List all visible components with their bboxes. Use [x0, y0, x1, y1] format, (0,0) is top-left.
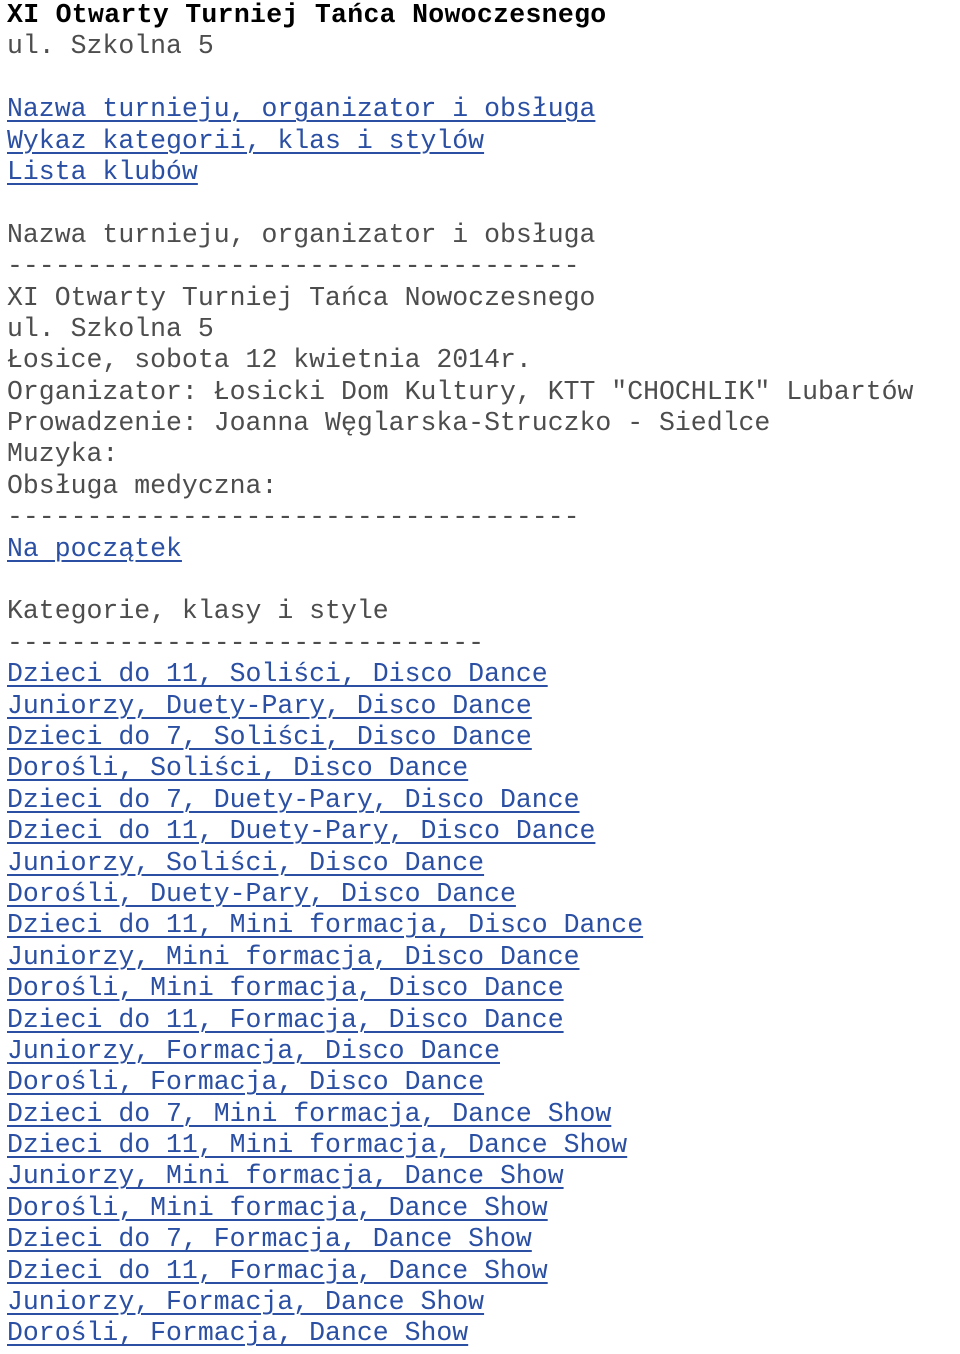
list-item [7, 1067, 957, 1098]
list-item [7, 973, 957, 1004]
toc-link-categories[interactable]: Wykaz kategorii, klas i stylów [7, 125, 485, 156]
spacer [7, 188, 957, 219]
list-item [7, 659, 957, 690]
back-to-top-link[interactable]: Na początek [7, 533, 182, 564]
spacer [7, 565, 957, 596]
list-item [7, 816, 957, 847]
document-page [7, 0, 957, 1350]
category-link[interactable]: Dorośli, Soliści, Disco Dance [7, 753, 469, 784]
tournament-medical: Obsługa medyczna: [7, 470, 278, 501]
list-item [7, 1193, 957, 1224]
list-item [7, 785, 957, 816]
category-link[interactable]: Dorośli, Mini formacja, Dance Show [7, 1192, 548, 1223]
list-item [7, 1005, 957, 1036]
list-item [7, 1256, 957, 1287]
category-link[interactable]: Dzieci do 7, Soliści, Disco Dance [7, 721, 532, 752]
section-heading: Kategorie, klasy i style [7, 596, 389, 627]
page-address: ul. Szkolna 5 [7, 31, 214, 62]
category-link[interactable]: Juniorzy, Mini formacja, Disco Dance [7, 941, 580, 972]
category-link[interactable]: Dorośli, Formacja, Disco Dance [7, 1067, 485, 1098]
category-link[interactable]: Dzieci do 7, Duety-Pary, Disco Dance [7, 784, 580, 815]
category-link[interactable]: Dorośli, Duety-Pary, Disco Dance [7, 878, 516, 909]
list-item [7, 910, 957, 941]
toc-link-clubs[interactable]: Lista klubów [7, 156, 198, 187]
tournament-name: XI Otwarty Turniej Tańca Nowoczesnego [7, 282, 596, 313]
list-item [7, 848, 957, 879]
list-item [7, 1318, 957, 1349]
page-title: XI Otwarty Turniej Tańca Nowoczesnego [7, 0, 607, 30]
category-link[interactable]: Dorośli, Formacja, Dance Show [7, 1318, 469, 1349]
list-item [7, 1287, 957, 1318]
table-of-contents [7, 94, 957, 188]
separator-line: ------------------------------ [7, 627, 485, 658]
category-link[interactable]: Dzieci do 7, Mini formacja, Dance Show [7, 1098, 612, 1129]
tournament-host: Prowadzenie: Joanna Węglarska-Struczko - Siedlce [7, 408, 771, 439]
list-item [7, 753, 957, 784]
category-link[interactable]: Dzieci do 7, Formacja, Dance Show [7, 1224, 532, 1255]
category-link[interactable]: Dzieci do 11, Mini formacja, Disco Dance [7, 910, 644, 941]
category-link[interactable]: Juniorzy, Formacja, Disco Dance [7, 1035, 500, 1066]
list-item [7, 691, 957, 722]
list-item [7, 1130, 957, 1161]
category-link[interactable]: Dzieci do 11, Formacja, Dance Show [7, 1255, 548, 1286]
separator-line: ------------------------------------ [7, 251, 580, 282]
list-item [7, 1224, 957, 1255]
tournament-organizer: Organizator: Łosicki Dom Kultury, KTT "CHOCHLIK" Lubartów [7, 376, 914, 407]
toc-link-tournament-info[interactable]: Nazwa turnieju, organizator i obsługa [7, 94, 596, 125]
list-item [7, 879, 957, 910]
categories-section [7, 596, 957, 1349]
category-link[interactable]: Dzieci do 11, Soliści, Disco Dance [7, 659, 548, 690]
list-item [7, 1036, 957, 1067]
category-link[interactable]: Dzieci do 11, Duety-Pary, Disco Dance [7, 816, 596, 847]
category-link[interactable]: Dzieci do 11, Mini formacja, Dance Show [7, 1130, 628, 1161]
tournament-address: ul. Szkolna 5 [7, 313, 214, 344]
separator-line: ------------------------------------ [7, 502, 580, 533]
list-item [7, 1161, 957, 1192]
category-list [7, 659, 957, 1350]
category-link[interactable]: Dzieci do 11, Formacja, Disco Dance [7, 1004, 564, 1035]
category-link[interactable]: Juniorzy, Duety-Pary, Disco Dance [7, 690, 532, 721]
tournament-music: Muzyka: [7, 439, 119, 470]
list-item [7, 722, 957, 753]
category-link[interactable]: Juniorzy, Soliści, Disco Dance [7, 847, 485, 878]
list-item [7, 1099, 957, 1130]
section-heading: Nazwa turnieju, organizator i obsługa [7, 219, 596, 250]
list-item [7, 942, 957, 973]
category-link[interactable]: Juniorzy, Mini formacja, Dance Show [7, 1161, 564, 1192]
category-link[interactable]: Juniorzy, Formacja, Dance Show [7, 1287, 485, 1318]
tournament-info-section [7, 220, 957, 565]
spacer [7, 63, 957, 94]
category-link[interactable]: Dorośli, Mini formacja, Disco Dance [7, 973, 564, 1004]
tournament-place-date: Łosice, sobota 12 kwietnia 2014r. [7, 345, 532, 376]
